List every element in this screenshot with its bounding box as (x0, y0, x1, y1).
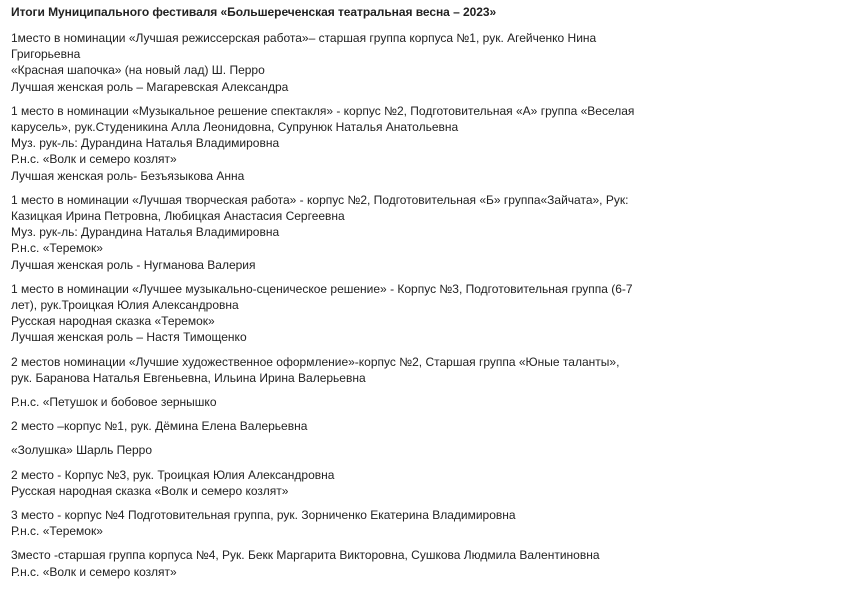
result-paragraph (11, 547, 641, 579)
result-line: Лучшая женская роль – Магаревская Александра (11, 79, 289, 94)
result-line: Муз. рук-ль: Дурандина Наталья Владимировна (11, 225, 280, 240)
result-line: 2 местов номинации «Лучшие художественное оформление»-корпус №2, Старшая группа «Юные таланты», рук. Баранова Наталья Евгеньевна, Ильина Ирина Валерьевна (11, 354, 620, 385)
result-line: 1 место в номинации «Лучшее музыкально-сценическое решение» - Корпус №3, Подготовительная группа (6-7 лет), рук.Троицкая Юлия Александровна (11, 281, 633, 313)
result-line: 3 место - корпус №4 Подготовительная группа, рук. Зорниченко Екатерина Владимировна (11, 508, 516, 523)
result-line: 1 место в номинации «Лучшая творческая работа» - корпус №2, Подготовительная «Б» группа«Зайчата», Рук: Казицкая Ирина Петровна, Любицкая Анастасия Сергеевна (11, 192, 629, 224)
result-line: 1место в номинации «Лучшая режиссерская работа»– старшая группа корпуса №1, рук. Агейченко Нина Григорьевна (11, 31, 597, 62)
result-paragraph (11, 192, 641, 273)
result-line: Р.н.с. «Теремок» (11, 524, 103, 539)
result-line: «Золушка» Шарль Перро (11, 443, 152, 458)
result-paragraph (11, 354, 641, 386)
result-line: Лучшая женская роль - Нугманова Валерия (11, 257, 256, 272)
result-paragraph (11, 467, 641, 499)
result-line: Лучшая женская роль – Настя Тимощенко (11, 330, 247, 345)
result-paragraph (11, 30, 641, 95)
result-line: Муз. рук-ль: Дурандина Наталья Владимировна (11, 136, 280, 151)
result-paragraph (11, 103, 641, 184)
result-paragraph (11, 418, 641, 434)
result-paragraph (11, 442, 641, 458)
result-line: Р.н.с. «Петушок и бобовое зернышко (11, 395, 217, 410)
result-paragraph (11, 507, 641, 539)
result-line: 2 место –корпус №1, рук. Дёмина Елена Валерьевна (11, 419, 308, 434)
result-line: Русская народная сказка «Волк и семеро козлят» (11, 483, 289, 498)
results-list (11, 30, 641, 580)
result-line: Р.н.с. «Теремок» (11, 241, 103, 256)
result-line: Р.н.с. «Волк и семеро козлят» (11, 564, 177, 579)
result-line: Р.н.с. «Волк и семеро козлят» (11, 152, 177, 167)
result-paragraph (11, 281, 641, 346)
page-title: Итоги Муниципального фестиваля «Большереченская театральная весна – 2023» (11, 5, 497, 19)
result-paragraph (11, 394, 641, 410)
result-line: «Красная шапочка» (на новый лад) Ш. Перро (11, 63, 265, 78)
result-line: 1 место в номинации «Музыкальное решение спектакля» - корпус №2, Подготовительная «А» группа «Веселая карусель», рук.Студеникина Алла Леонидовна, Супрунюк Наталья Анатольевна (11, 103, 635, 135)
result-line: Лучшая женская роль- Безъязыкова Анна (11, 168, 245, 183)
result-line: 3место -старшая группа корпуса №4, Рук. Бекк Маргарита Викторовна, Сушкова Людмила Валентиновна (11, 548, 600, 563)
result-line: Русская народная сказка «Теремок» (11, 314, 215, 329)
result-line: 2 место - Корпус №3, рук. Троицкая Юлия Александровна (11, 467, 335, 482)
